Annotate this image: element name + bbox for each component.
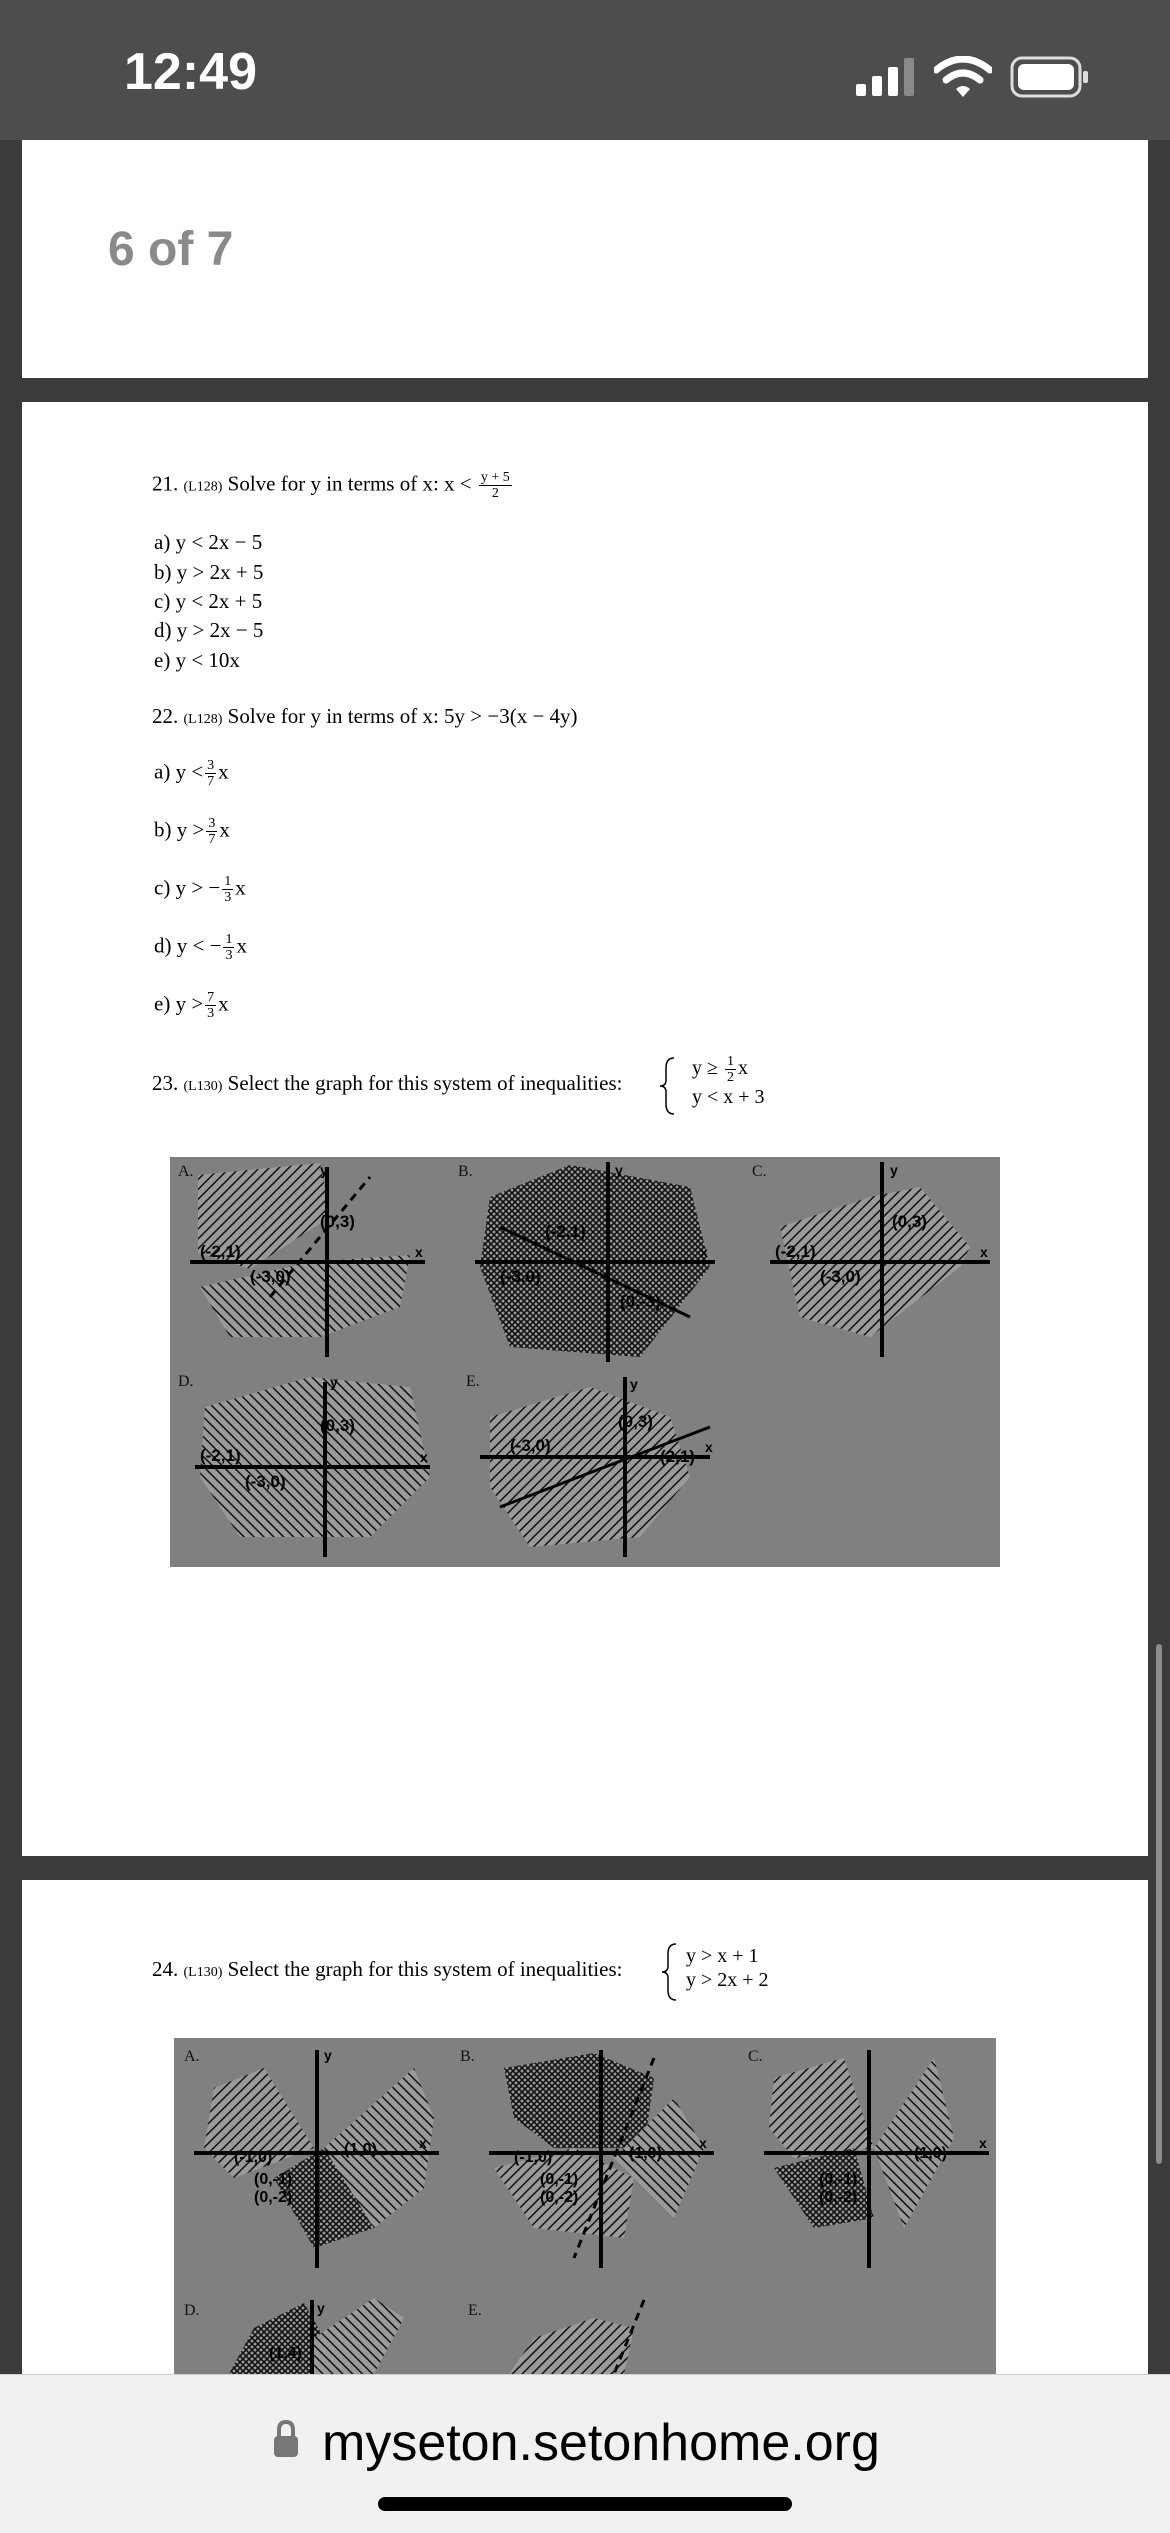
- question-21: [152, 470, 514, 501]
- graph-23c[interactable]: [770, 1162, 990, 1357]
- point-label: (0,3): [892, 1212, 927, 1231]
- graph-label-c: C.: [748, 2048, 763, 2065]
- point-label: (0,3): [320, 1212, 355, 1231]
- y-axis-label: y: [320, 1162, 328, 1178]
- question-code: (L128): [183, 712, 223, 727]
- point-label: (-3,0): [510, 1436, 551, 1455]
- fraction-bottom: 7: [208, 832, 216, 847]
- q23-graphs: [170, 1157, 1000, 1567]
- point-label: (-2,1): [200, 1446, 241, 1465]
- inequality-2: y < x + 3: [692, 1086, 765, 1108]
- question-code: (L130): [183, 1965, 223, 1980]
- graph-24a[interactable]: [194, 2047, 439, 2268]
- x-axis-label: x: [979, 2135, 987, 2151]
- x-axis-label: x: [420, 1449, 428, 1465]
- inequality-system: [692, 1054, 765, 1109]
- graph-label-d: D.: [178, 1373, 194, 1390]
- battery-icon: [1010, 56, 1090, 98]
- point-label: (0,-2): [254, 2189, 293, 2206]
- fraction: [205, 990, 216, 1021]
- question-number: 23.: [152, 1071, 179, 1095]
- q23-graph-choices: [170, 1157, 1000, 1567]
- fraction-bottom: 3: [224, 890, 232, 905]
- question-code: (L130): [183, 1079, 223, 1094]
- y-axis-label: y: [890, 1162, 898, 1178]
- option-variable: x: [218, 759, 229, 784]
- option-21a[interactable]: a) y < 2x − 5: [154, 530, 263, 554]
- point-label: (0,-1): [819, 2171, 858, 2188]
- fraction-top: y + 5: [480, 470, 510, 485]
- y-axis-label: y: [330, 1374, 338, 1390]
- point-label: (-2,1): [545, 1222, 586, 1241]
- graph-label-e: E.: [468, 2302, 482, 2319]
- graph-23b[interactable]: [475, 1162, 715, 1362]
- fraction: [223, 932, 234, 963]
- graph-label-b: B.: [460, 2048, 475, 2065]
- fraction: [222, 874, 233, 905]
- option-text: e) y >: [154, 991, 204, 1016]
- x-axis-label: x: [700, 1244, 708, 1260]
- fraction: [206, 816, 217, 847]
- option-text: b) y >: [154, 817, 205, 842]
- y-axis-label: y: [615, 1162, 623, 1178]
- graph-label-a: A.: [184, 2048, 200, 2065]
- question-number: 22.: [152, 704, 179, 728]
- graph-label-b: B.: [458, 1163, 473, 1180]
- x-axis-label: x: [699, 2135, 707, 2151]
- question-22: [152, 704, 578, 729]
- graph-23e[interactable]: [480, 1376, 713, 1557]
- question-24: [152, 1957, 622, 1982]
- graph-label-e: E.: [466, 1373, 480, 1390]
- fraction: [205, 758, 216, 789]
- point-label: (-3,0): [500, 1267, 541, 1286]
- question-prompt: Solve for y in terms of x: 5y > −3(x − 4y): [227, 704, 578, 728]
- scrollbar[interactable]: [1156, 1644, 1162, 2164]
- inequality-system: [686, 1944, 769, 1992]
- url-text[interactable]: myseton.setonhome.org: [322, 2414, 880, 2472]
- point-label: (1,0): [344, 2141, 377, 2158]
- graph-24b[interactable]: [489, 2050, 714, 2268]
- question-number: 24.: [152, 1957, 179, 1981]
- point-label: (-3,0): [250, 1267, 291, 1286]
- option-22e[interactable]: [154, 990, 229, 1021]
- system-brace: [660, 1942, 680, 2002]
- status-bar: [0, 0, 1170, 140]
- y-axis-label: y: [324, 2047, 332, 2063]
- question-number: 21.: [152, 471, 179, 496]
- x-axis-label: x: [415, 1244, 423, 1260]
- option-variable: x: [235, 875, 246, 900]
- page-counter: 6 of 7: [108, 223, 234, 276]
- point-label: (0,-2): [819, 2189, 858, 2206]
- fraction: [479, 470, 512, 501]
- option-22c[interactable]: [154, 874, 246, 905]
- option-22b[interactable]: [154, 816, 230, 847]
- fraction-top: 7: [207, 990, 215, 1005]
- point-label: (-3,0): [245, 1472, 286, 1491]
- question-code: (L128): [183, 479, 223, 495]
- graph-24e[interactable]: [509, 2300, 644, 2374]
- fraction-top: 1: [224, 874, 232, 889]
- option-variable: x: [236, 933, 247, 958]
- fraction-bottom: 3: [225, 948, 233, 963]
- home-indicator[interactable]: [378, 2497, 792, 2511]
- graph-23d[interactable]: [195, 1374, 430, 1557]
- fraction-top: 3: [207, 758, 215, 773]
- option-variable: x: [218, 991, 229, 1016]
- point-label: (0,-1): [254, 2171, 293, 2188]
- option-21e[interactable]: e) y < 10x: [154, 648, 240, 672]
- fraction: [725, 1054, 736, 1085]
- point-label: (-1,0): [514, 2149, 553, 2166]
- q24-graphs: [174, 2038, 996, 2374]
- point-label: (0,3): [618, 1412, 653, 1431]
- fraction-top: 1: [225, 932, 233, 947]
- x-axis-label: x: [419, 2135, 427, 2151]
- q24-graph-choices: [174, 2038, 996, 2374]
- graph-label-a: A.: [178, 1163, 194, 1180]
- graph-23a[interactable]: [190, 1162, 425, 1357]
- x-axis-label: x: [980, 1244, 988, 1260]
- point-label: (1,0): [629, 2145, 662, 2162]
- fraction-top: 3: [208, 816, 216, 831]
- graph-label-d: D.: [184, 2302, 200, 2319]
- point-label: (-1,0): [234, 2149, 273, 2166]
- point-label: (-3,0): [820, 1267, 861, 1286]
- cellular-signal-icon: [856, 58, 916, 96]
- option-variable: x: [219, 817, 230, 842]
- graph-label-c: C.: [752, 1163, 767, 1180]
- system-brace: [658, 1056, 678, 1116]
- option-text: c) y > −: [154, 875, 221, 900]
- inequality-variable: x: [737, 1057, 748, 1080]
- option-21c[interactable]: c) y < 2x + 5: [154, 589, 263, 613]
- inequality-1: [692, 1054, 765, 1085]
- fraction-bottom: 7: [207, 774, 215, 789]
- point-label: (0,-1): [540, 2171, 579, 2188]
- x-axis-label: x: [705, 1439, 713, 1455]
- option-text: a) y <: [154, 759, 204, 784]
- point-label: (0,-3): [620, 1292, 661, 1311]
- point-label: (1,4): [269, 2345, 302, 2362]
- graph-24c[interactable]: [764, 2050, 989, 2268]
- point-label: (-2,1): [775, 1242, 816, 1261]
- question-prompt: Select the graph for this system of inequalities:: [227, 1957, 623, 1981]
- fraction-bottom: 3: [207, 1006, 215, 1021]
- question-prompt: Solve for y in terms of x: x <: [227, 471, 472, 496]
- point-label: (0,3): [320, 1416, 355, 1435]
- point-label: (1,0): [914, 2145, 947, 2162]
- fraction-top: 1: [726, 1054, 734, 1069]
- option-22a[interactable]: [154, 758, 229, 789]
- y-axis-label: y: [317, 2300, 325, 2316]
- option-21b[interactable]: b) y > 2x + 5: [154, 560, 264, 584]
- question-23: [152, 1071, 622, 1096]
- clock: 12:49: [124, 43, 257, 101]
- y-axis-label: y: [630, 1376, 638, 1392]
- option-21d[interactable]: d) y > 2x − 5: [154, 618, 264, 642]
- option-22d[interactable]: [154, 932, 247, 963]
- fraction-bottom: 2: [726, 1070, 734, 1085]
- point-label: (0,-2): [540, 2189, 579, 2206]
- point-label: (-2,1): [200, 1242, 241, 1261]
- graph-24d[interactable]: [229, 2298, 404, 2374]
- inequality-1: y > x + 1: [686, 1945, 759, 1967]
- option-text: d) y < −: [154, 933, 222, 958]
- wifi-icon: [934, 56, 992, 98]
- browser-address-bar[interactable]: [0, 2374, 1170, 2533]
- lock-icon: [272, 2419, 300, 2459]
- point-label: (2,1): [660, 1447, 695, 1466]
- question-prompt: Select the graph for this system of inequalities:: [227, 1071, 623, 1095]
- inequality-lhs: y ≥: [692, 1057, 718, 1080]
- inequality-2: y > 2x + 2: [686, 1969, 769, 1991]
- fraction-bottom: 2: [491, 486, 499, 501]
